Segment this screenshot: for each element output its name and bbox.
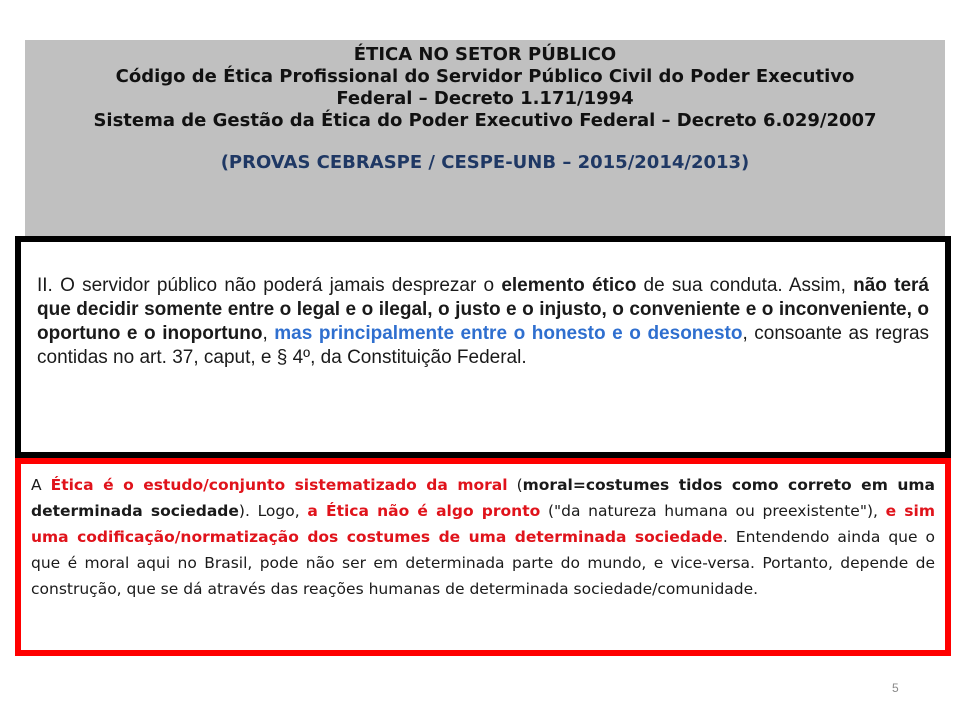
header-exams-subtitle: (PROVAS CEBRASPE / CESPE-UNB – 2015/2014/2013) — [220, 152, 750, 173]
explanation-emphasis-not-ready: a Ética não é algo pronto — [307, 502, 541, 520]
explanation-text: ( — [507, 476, 523, 494]
header-decree-1171: Federal – Decreto 1.171/1994 — [336, 88, 634, 109]
slide-header — [25, 44, 945, 174]
explanation-text: . Entendendo ainda que o que é moral aqui no Brasil, pode não ser em determinada parte do mundo, e vice-versa. Portanto, depende de construção, que se dá através das reações humanas de determinada sociedade/comunidade. — [31, 528, 935, 598]
explanation-emphasis-codification: e sim uma codificação/normatização dos costumes de uma determinada sociedade — [31, 502, 935, 546]
explanation-box — [15, 458, 951, 656]
quote-text: II. O servidor público não poderá jamais desprezar o — [37, 275, 502, 296]
explanation-paragraph — [31, 472, 935, 602]
page-number: 5 — [892, 681, 899, 695]
quote-emphasis-ethical-element: elemento ético — [501, 275, 637, 296]
quote-emphasis-honest: mas principalmente entre o honesto e o desonesto — [274, 323, 743, 344]
header-decree-6029: Sistema de Gestão da Ética do Poder Executivo Federal – Decreto 6.029/2007 — [93, 110, 877, 131]
quote-emphasis-decisions: não terá que decidir somente entre o legal e o ilegal, o justo e o injusto, o conveniente e o inconveniente, o oportuno e o inoportuno — [37, 275, 929, 344]
quote-box — [15, 236, 951, 458]
quote-text: , consoante as regras contidas no art. 37, caput, e § 4º, da Constituição Federal. — [37, 323, 930, 368]
explanation-text: A — [31, 476, 51, 494]
header-code-title: Código de Ética Profissional do Servidor Público Civil do Poder Executivo — [115, 66, 855, 87]
quote-text: , — [262, 323, 275, 344]
header-title: ÉTICA NO SETOR PÚBLICO — [353, 44, 617, 65]
quote-paragraph — [37, 274, 929, 370]
explanation-text: ). Logo, — [238, 502, 308, 520]
explanation-emphasis-moral-definition: moral=costumes tidos como correto em uma determinada sociedade — [31, 476, 935, 520]
explanation-emphasis-ethics-definition: Ética é o estudo/conjunto sistematizado da moral — [50, 476, 508, 494]
explanation-text: ("da natureza humana ou preexistente"), — [540, 502, 886, 520]
quote-text: de sua conduta. Assim, — [636, 275, 854, 296]
